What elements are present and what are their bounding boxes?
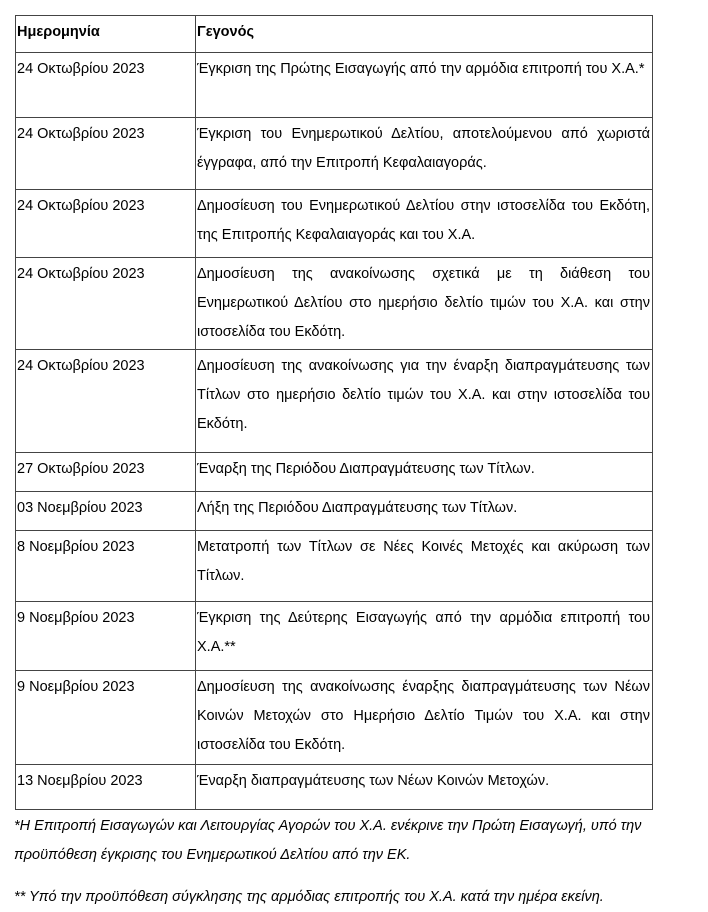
- header-event: Γεγονός: [196, 16, 653, 53]
- row-date: 13 Νοεμβρίου 2023: [16, 765, 196, 810]
- table-row: [16, 602, 653, 671]
- row-event: Λήξη της Περιόδου Διαπραγμάτευσης των Τίτλων.: [196, 492, 653, 531]
- row-event: Έναρξη της Περιόδου Διαπραγμάτευσης των Τίτλων.: [196, 453, 653, 492]
- table-row: [16, 190, 653, 258]
- row-date: 24 Οκτωβρίου 2023: [16, 118, 196, 190]
- timetable: [15, 15, 653, 810]
- footnote-1: *Η Επιτροπή Εισαγωγών και Λειτουργίας Αγορών του Χ.Α. ενέκρινε την Πρώτη Εισαγωγή, υπό την προϋπόθεση έγκρισης του Ενημερωτικού Δελτίου από την ΕΚ.: [14, 818, 642, 863]
- row-event: Έγκριση της Πρώτης Εισαγωγής από την αρμόδια επιτροπή του Χ.Α.*: [196, 53, 653, 118]
- row-event: Δημοσίευση του Ενημερωτικού Δελτίου στην ιστοσελίδα του Εκδότη, της Επιτροπής Κεφαλαιαγοράς και του Χ.Α.: [196, 190, 653, 258]
- row-event: Έγκριση του Ενημερωτικού Δελτίου, αποτελούμενου από χωριστά έγγραφα, από την Επιτροπή Κεφαλαιαγοράς.: [196, 118, 653, 190]
- table-row: [16, 53, 653, 118]
- table-row: [16, 258, 653, 350]
- row-date: 8 Νοεμβρίου 2023: [16, 531, 196, 602]
- footnotes: [14, 812, 704, 912]
- table-header-row: [16, 16, 653, 53]
- table-row: [16, 765, 653, 810]
- row-event: Δημοσίευση της ανακοίνωσης σχετικά με τη διάθεση του Ενημερωτικού Δελτίου στο ημερήσιο δελτίο τιμών του Χ.Α. και στην ιστοσελίδα του Εκδότη.: [196, 258, 653, 350]
- row-date: 24 Οκτωβρίου 2023: [16, 350, 196, 453]
- row-event: Δημοσίευση της ανακοίνωσης για την έναρξη διαπραγμάτευσης των Τίτλων στο ημερήσιο δελτίο τιμών του Χ.Α. και στην ιστοσελίδα του Εκδότη.: [196, 350, 653, 453]
- table-row: [16, 118, 653, 190]
- table-row: [16, 531, 653, 602]
- row-date: 24 Οκτωβρίου 2023: [16, 53, 196, 118]
- row-date: 9 Νοεμβρίου 2023: [16, 602, 196, 671]
- row-date: 24 Οκτωβρίου 2023: [16, 258, 196, 350]
- row-date: 03 Νοεμβρίου 2023: [16, 492, 196, 531]
- row-date: 24 Οκτωβρίου 2023: [16, 190, 196, 258]
- row-date: 27 Οκτωβρίου 2023: [16, 453, 196, 492]
- row-event: Δημοσίευση της ανακοίνωσης έναρξης διαπραγμάτευσης των Νέων Κοινών Μετοχών στο Ημερήσιο Δελτίο Τιμών του Χ.Α. και στην ιστοσελίδα του Εκδότη.: [196, 671, 653, 765]
- header-date: Ημερομηνία: [16, 16, 196, 53]
- row-event: Έναρξη διαπραγμάτευσης των Νέων Κοινών Μετοχών.: [196, 765, 653, 810]
- footnote-2: ** Υπό την προϋπόθεση σύγκλησης της αρμόδιας επιτροπής του Χ.Α. κατά την ημέρα εκείνη.: [14, 889, 604, 905]
- row-date: 9 Νοεμβρίου 2023: [16, 671, 196, 765]
- table-row: [16, 350, 653, 453]
- table-row: [16, 671, 653, 765]
- row-event: Μετατροπή των Τίτλων σε Νέες Κοινές Μετοχές και ακύρωση των Τίτλων.: [196, 531, 653, 602]
- table-row: [16, 453, 653, 492]
- row-event: Έγκριση της Δεύτερης Εισαγωγής από την αρμόδια επιτροπή του Χ.Α.**: [196, 602, 653, 671]
- table-row: [16, 492, 653, 531]
